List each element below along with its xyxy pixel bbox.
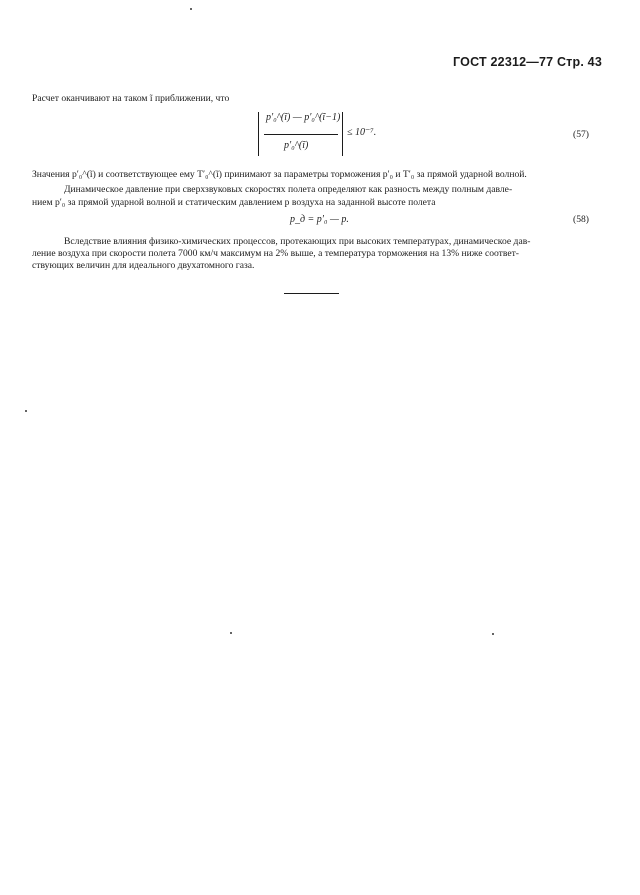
section-end-rule <box>284 293 339 294</box>
dynamic-pressure-line-2: нием p′₀ за прямой ударной волной и статическим давлением p воздуха на заданной высоте полета <box>32 197 436 208</box>
consequence-line-3: ствующих величин для идеального двухатомного газа. <box>32 260 255 271</box>
equation-58-number: (58) <box>573 214 589 225</box>
scan-speck <box>230 632 232 634</box>
consequence-line-1: Вследствие влияния физико-химических процессов, протекающих при высоких температурах, динамическое дав- <box>64 236 531 247</box>
page-header: ГОСТ 22312—77 Стр. 43 <box>453 55 602 69</box>
scan-speck <box>25 410 27 412</box>
intro-paragraph <box>32 92 229 105</box>
values-paragraph <box>32 168 598 181</box>
fraction-bar <box>264 134 338 135</box>
consequence-line-2: ление воздуха при скорости полета 7000 км/ч максимум на 2% выше, а температура торможения на 13% ниже соответ- <box>32 248 519 259</box>
equation-58-formula: p_д = p′₀ — p. <box>290 214 349 225</box>
abs-bar-left <box>258 112 259 156</box>
equation-57-fraction <box>262 112 342 162</box>
abs-bar-right <box>342 112 343 156</box>
intro-text: Расчет оканчивают на таком ĩ приближении, что <box>32 93 230 104</box>
scan-speck <box>190 8 192 10</box>
values-text: Значения p′₀^(ĩ) и соответствующее ему T′₀^(ĩ) принимают за параметры торможения p′₀ и T′₀ за прямой ударной волной. <box>32 169 527 180</box>
dynamic-pressure-line-1: Динамическое давление при сверхзвуковых скоростях полета определяют как разность между полным давле- <box>64 184 513 195</box>
equation-57-numerator: p′₀^(ĩ) — p′₀^(ĩ−1) <box>266 112 341 123</box>
equation-57-number: (57) <box>573 129 589 140</box>
equation-57-relation: ≤ 10⁻⁷. <box>347 127 377 138</box>
scan-speck <box>492 633 494 635</box>
equation-57-denominator: p′₀^(ĩ) <box>284 140 309 151</box>
